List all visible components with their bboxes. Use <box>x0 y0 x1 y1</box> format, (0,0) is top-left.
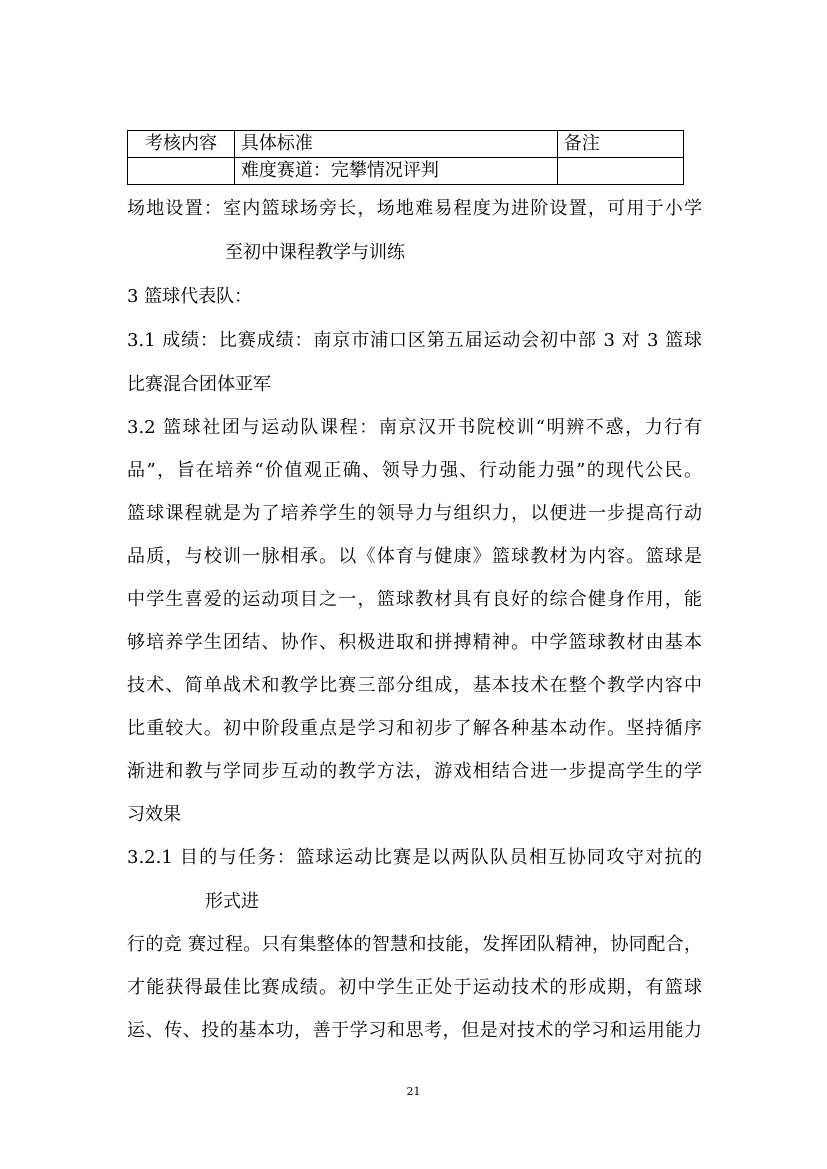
text-line: 3.2 篮球社团与运动队课程：南京汉开书院校训“明辨不惑，力行有 <box>127 417 702 438</box>
text-line: 品质，与校训一脉相承。以《体育与健康》篮球教材为内容。篮球是 <box>127 546 702 567</box>
text-line: 够培养学生团结、协作、积极进取和拼搏精神。中学篮球教材由基本 <box>127 632 702 653</box>
table-header-row <box>128 131 684 158</box>
text-line: 渐进和教与学同步互动的教学方法，游戏相结合进一步提高学生的学 <box>127 761 702 782</box>
text-line: 中学生喜爱的运动项目之一，篮球教材具有良好的综合健身作用，能 <box>127 589 702 610</box>
text-line: 品”，旨在培养“价值观正确、领导力强、行动能力强”的现代公民。 <box>127 460 702 481</box>
assessment-table <box>127 130 684 185</box>
text-line: 行的竞 赛过程。只有集整体的智慧和技能，发挥团队精神，协同配合， <box>127 934 702 955</box>
table-cell <box>557 158 683 185</box>
header-cell-content: 考核内容 <box>128 131 235 158</box>
text-line: 技术、简单战术和教学比赛三部分组成，基本技术在整个教学内容中 <box>127 675 702 696</box>
text-line: 运、传、投的基本功，善于学习和思考，但是对技术的学习和运用能力 <box>127 1020 702 1041</box>
text-line: 习效果 <box>127 804 181 825</box>
table-row <box>128 158 684 185</box>
table-cell: 难度赛道：完攀情况评判 <box>234 158 557 185</box>
text-line: 比重较大。初中阶段重点是学习和初步了解各种基本动作。坚持循序 <box>127 718 702 739</box>
page-number: 21 <box>406 1085 421 1098</box>
table-cell <box>128 158 235 185</box>
text-line: 至初中课程教学与训练 <box>225 242 405 263</box>
text-line: 场地设置：室内篮球场旁长，场地难易程度为进阶设置，可用于小学 <box>127 198 702 219</box>
text-line: 篮球课程就是为了培养学生的领导力与组织力，以便进一步提高行动 <box>127 503 702 524</box>
text-line: 3.1 成绩：比赛成绩：南京市浦口区第五届运动会初中部 3 对 3 篮球 <box>127 330 702 351</box>
text-line: 3.2.1 目的与任务：篮球运动比赛是以两队队员相互协同攻守对抗的 <box>127 847 702 868</box>
text-line: 才能获得最佳比赛成绩。初中学生正处于运动技术的形成期，有篮球 <box>127 977 702 998</box>
header-cell-remarks: 备注 <box>557 131 683 158</box>
section-heading: 3 篮球代表队： <box>127 286 253 307</box>
text-line: 比赛混合团体亚军 <box>127 374 271 395</box>
text-line: 形式进 <box>205 891 259 912</box>
header-cell-standard: 具体标准 <box>234 131 557 158</box>
